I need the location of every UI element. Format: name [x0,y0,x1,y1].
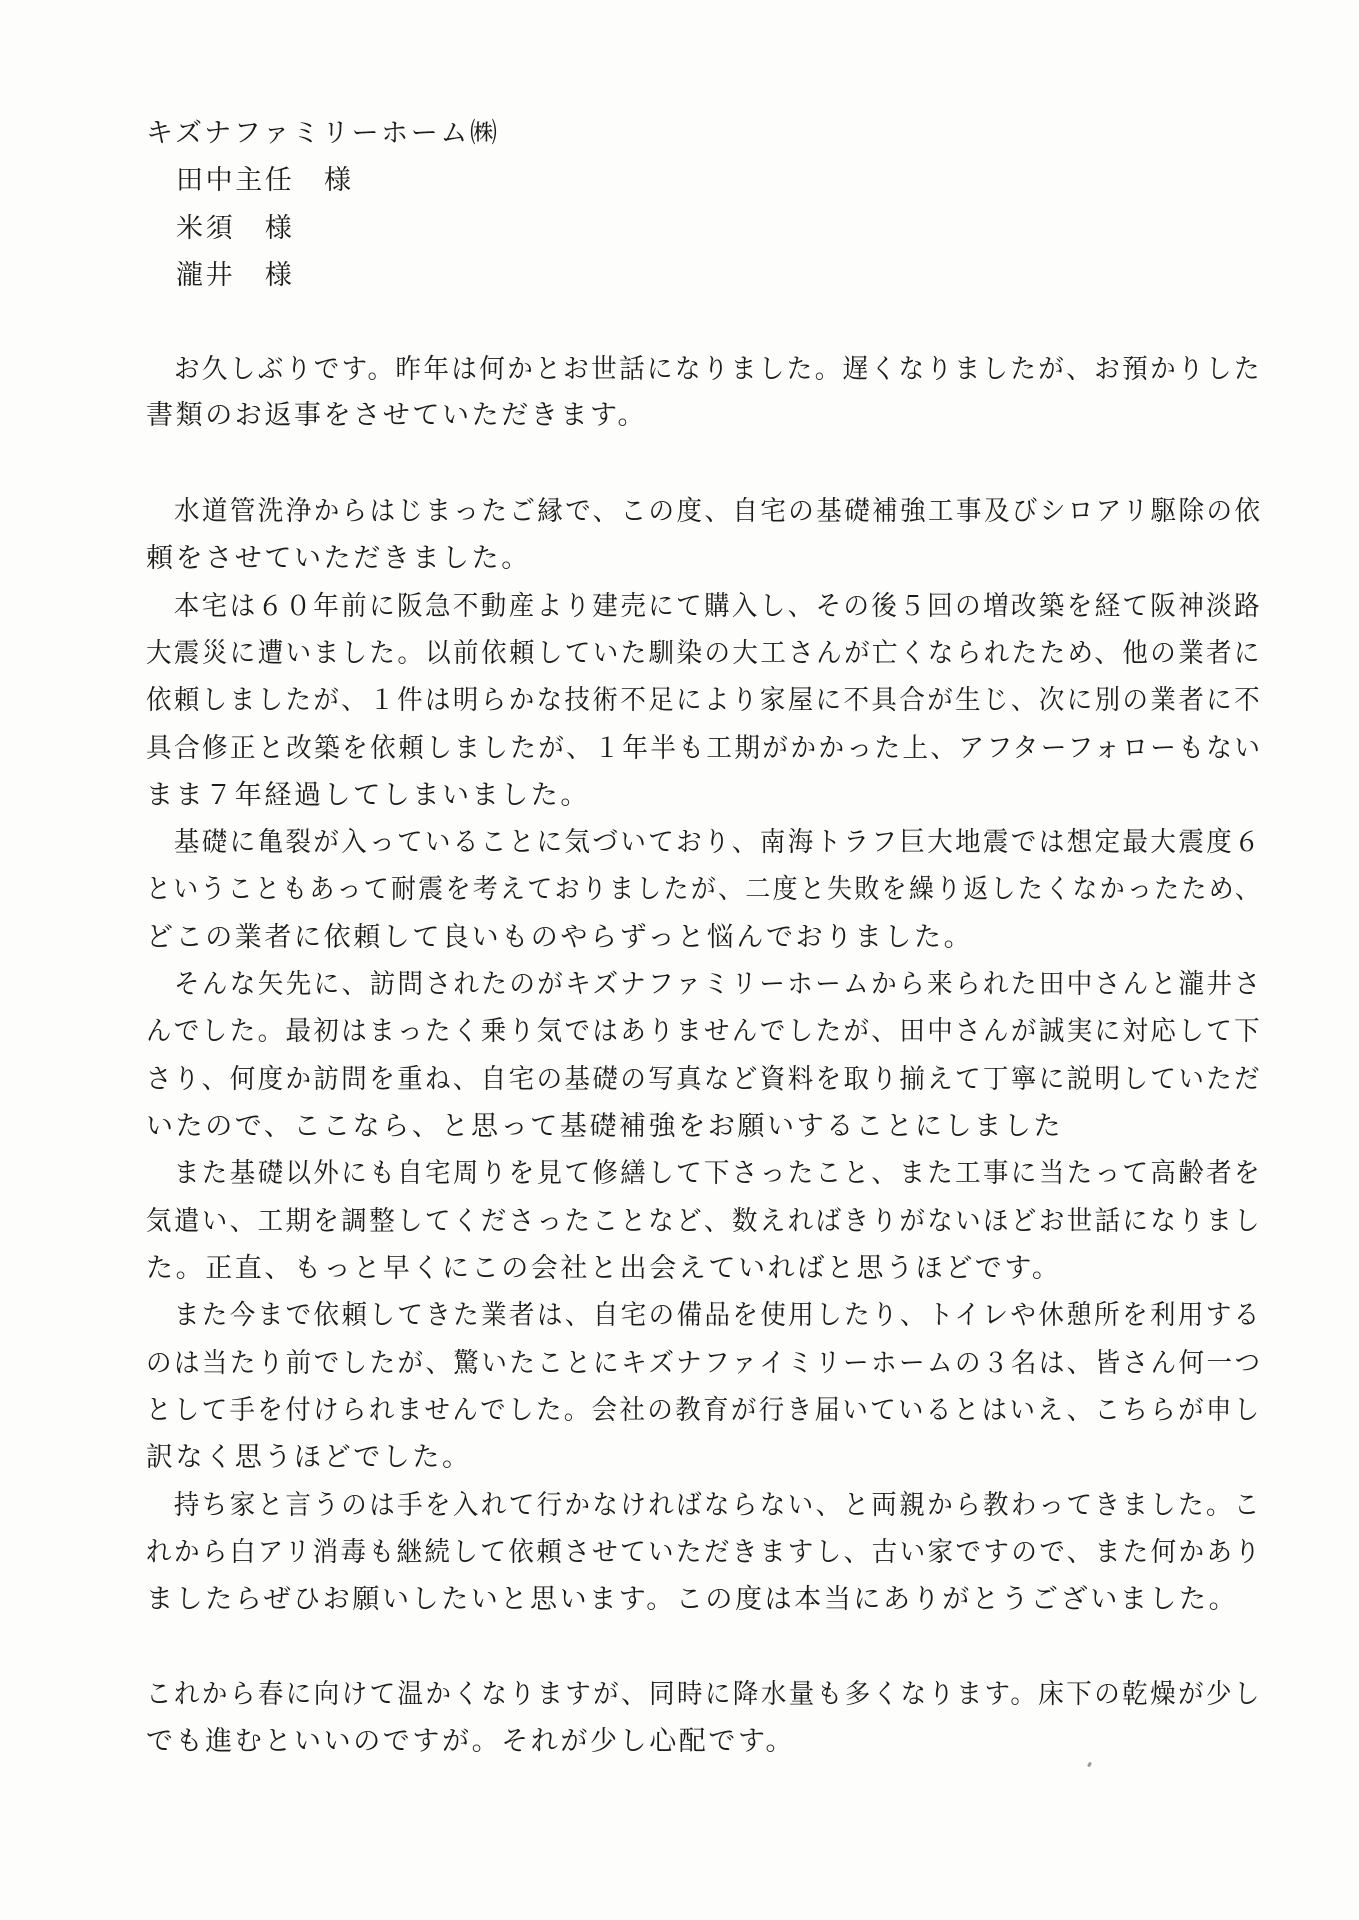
body-line: た。正直、もっと早くにこの会社と出会えていればと思うほどです。 [146,1253,1062,1284]
body-line: どこの業者に依頼して良いものやらずっと悩んでおりました。 [146,922,974,953]
body-line: お久しぶりです。昨年は何かとお世話になりました。遅くなりましたが、お預かりした [146,354,1262,385]
body-line: ということもあって耐震を考えておりましたが、二度と失敗を繰り返したくなかったため、 [146,874,1263,905]
body-line: れから白アリ消毒も継続して依頼させていただきますし、古い家ですので、また何かあり [146,1537,1263,1568]
recipient-yonesu: 米須 様 [176,213,295,244]
body-line: 頼をさせていただきました。 [146,543,531,574]
body-line: のは当たり前でしたが、驚いたことにキズナファイミリーホームの３名は、皆さん何一つ [146,1348,1263,1379]
body-line: 依頼しましたが、１件は明らかな技術不足により家屋に不具合が生じ、次に別の業者に不 [146,685,1263,716]
body-line: さり、何度か訪問を重ね、自宅の基礎の写真など資料を取り揃えて丁寧に説明していただ [146,1064,1263,1095]
paper-speck [1087,1762,1092,1768]
body-line: として手を付けられませんでした。会社の教育が行き届いているとはいえ、こちらが申し [146,1395,1262,1426]
closing-line: これから春に向けて温かくなりますが、同時に降水量も多くなります。床下の乾燥が少し [146,1679,1262,1710]
body-line: また基礎以外にも自宅周りを見て修繕して下さったこと、また工事に当たって高齢者を [146,1158,1263,1189]
body-line: 気遣い、工期を調整してくださったことなど、数えればきりがないほどお世話になりまし [146,1206,1263,1237]
body-line: 本宅は６０年前に阪急不動産より建売にて購入し、その後５回の増改築を経て阪神淡路 [146,591,1263,622]
recipient-tanaka: 田中主任 様 [176,165,354,196]
closing-line: でも進むといいのですが。それが少し心配です。 [146,1726,796,1757]
body-line: 具合修正と改築を依頼しましたが、１年半も工期がかかった上、アフターフォローもない [146,733,1263,764]
body-line: 持ち家と言うのは手を入れて行かなければならない、と両親から教わってきました。こ [146,1490,1262,1521]
body-line: まま７年経過してしまいました。 [146,780,590,811]
company-name: キズナファミリーホーム㈱ [146,118,500,149]
body-line: 訳なく思うほどでした。 [146,1442,472,1473]
body-line: んでした。最初はまったく乗り気ではありませんでしたが、田中さんが誠実に対応して下 [146,1016,1263,1047]
body-line: また今まで依頼してきた業者は、自宅の備品を使用したり、トイレや休憩所を利用する [146,1300,1262,1331]
body-line: 水道管洗浄からはじまったご縁で、この度、自宅の基礎補強工事及びシロアリ駆除の依 [146,496,1263,527]
recipient-takii: 瀧井 様 [176,260,295,291]
body-line: 書類のお返事をさせていただきます。 [146,400,648,431]
body-line: ましたらぜひお願いしたいと思います。この度は本当にありがとうございました。 [146,1584,1239,1615]
body-line: 大震災に遭いました。以前依頼していた馴染の大工さんが亡くなられたため、他の業者に [146,638,1262,669]
body-line: 基礎に亀裂が入っていることに気づいており、南海トラフ巨大地震では想定最大震度６ [146,827,1263,858]
body-line: そんな矢先に、訪問されたのがキズナファミリーホームから来られた田中さんと瀧井さ [146,969,1263,1000]
body-line: いたので、ここなら、と思って基礎補強をお願いすることにしました [146,1111,1064,1142]
